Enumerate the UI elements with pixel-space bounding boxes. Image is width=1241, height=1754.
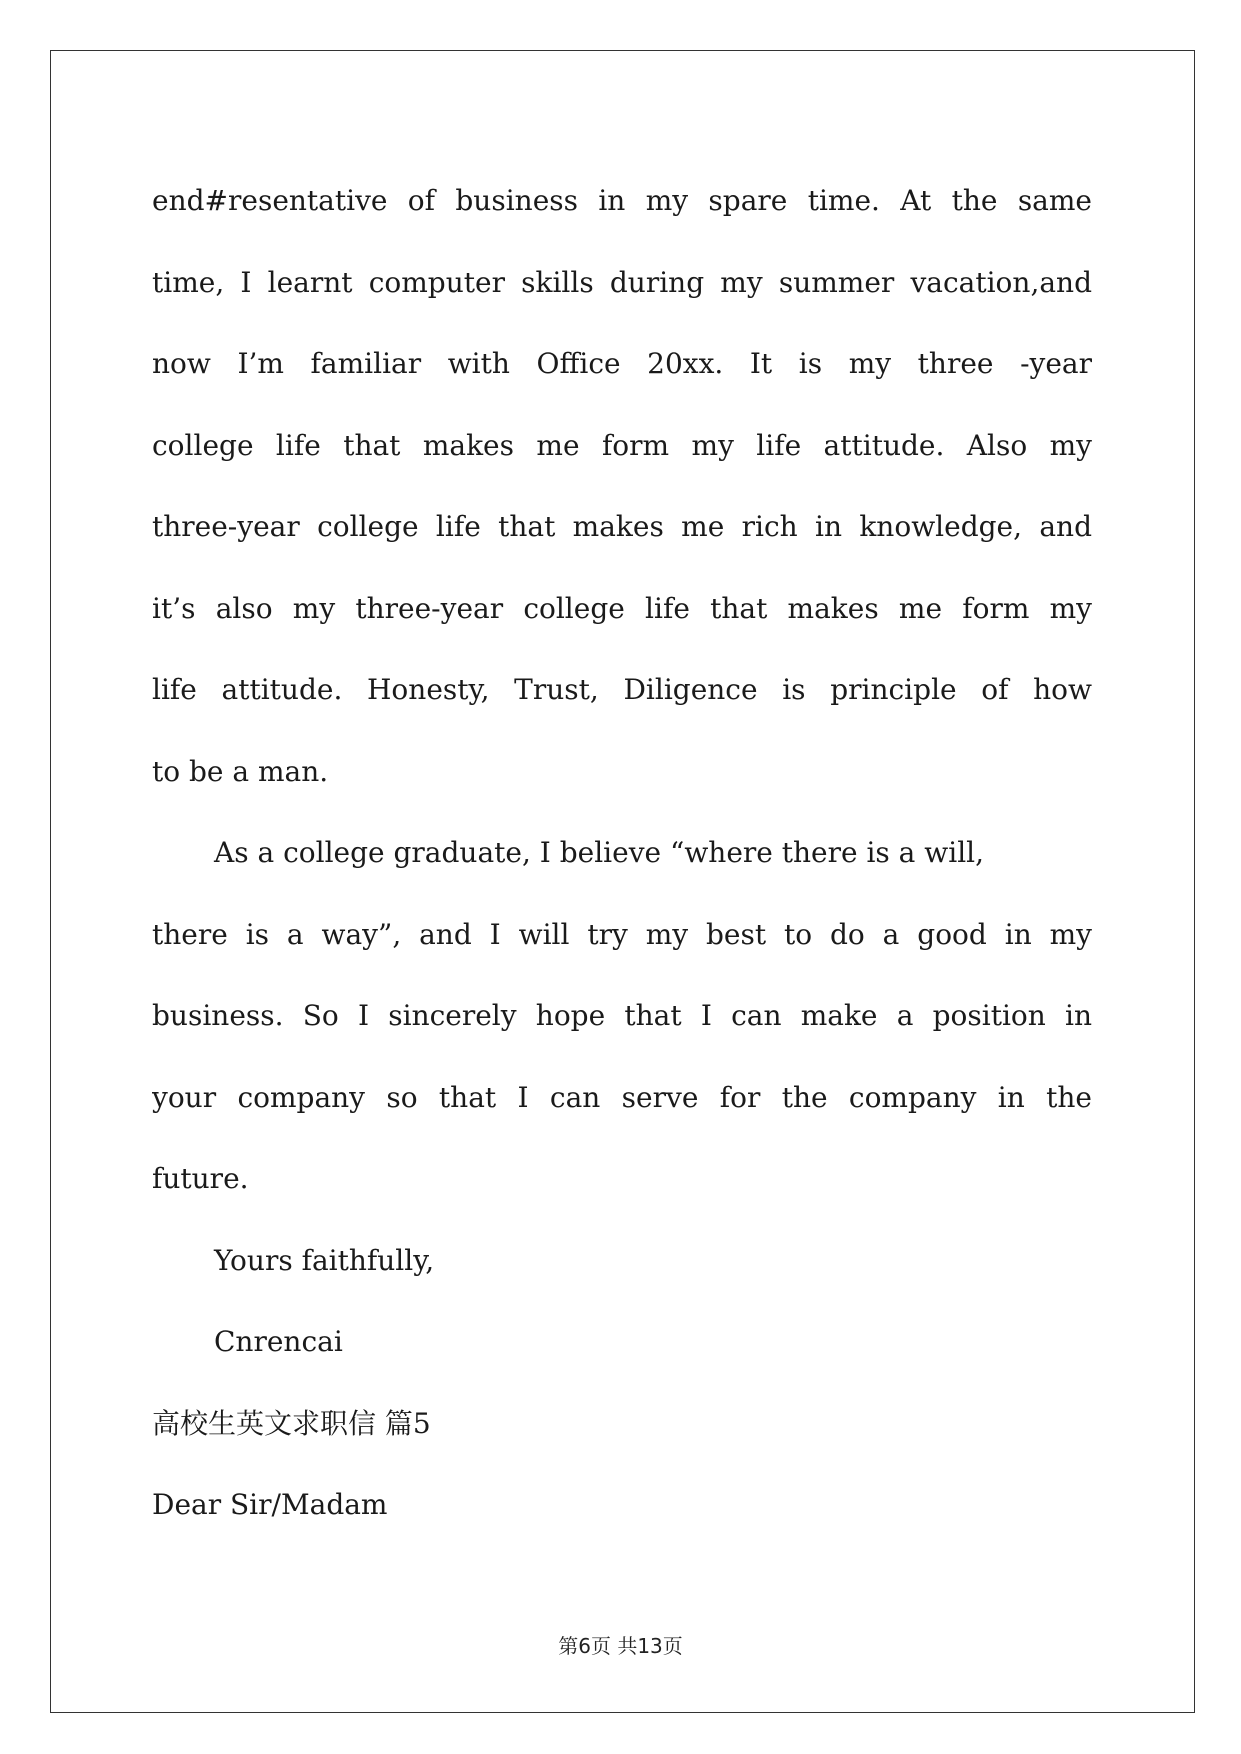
body-line: there is a way”, and I will try my best to do a good in my [152,917,1092,951]
document-body [152,160,1092,1546]
signature-name: Cnrencai [214,1325,343,1358]
body-line: business. So I sincerely hope that I can make a position in [152,999,1092,1032]
body-line: future. [152,1162,249,1195]
body-line: to be a man. [152,754,329,788]
body-line: end#resentative of business in my spare time. At the same [152,184,1092,217]
body-line: college life that makes me form my life attitude. Also my [152,428,1092,462]
body-line: three-year college life that makes me rich in knowledge, and [152,510,1092,543]
page-number: 第6页 共13页 [558,1634,683,1658]
body-line: now I’m familiar with Office 20xx. It is my three -year [152,347,1092,380]
closing-salutation: Yours faithfully, [214,1243,435,1277]
greeting: Dear Sir/Madam [152,1488,388,1521]
body-line: life attitude. Honesty, Trust, Diligence is principle of how [152,673,1092,706]
body-line: time, I learnt computer skills during my summer vacation,and [152,265,1092,299]
body-line: As a college graduate, I believe “where there is a will, [214,836,984,869]
section-heading: 高校生英文求职信 篇5 [152,1406,431,1440]
body-line: your company so that I can serve for the company in the [152,1080,1092,1114]
body-line: it’s also my three-year college life that makes me form my [152,591,1092,625]
